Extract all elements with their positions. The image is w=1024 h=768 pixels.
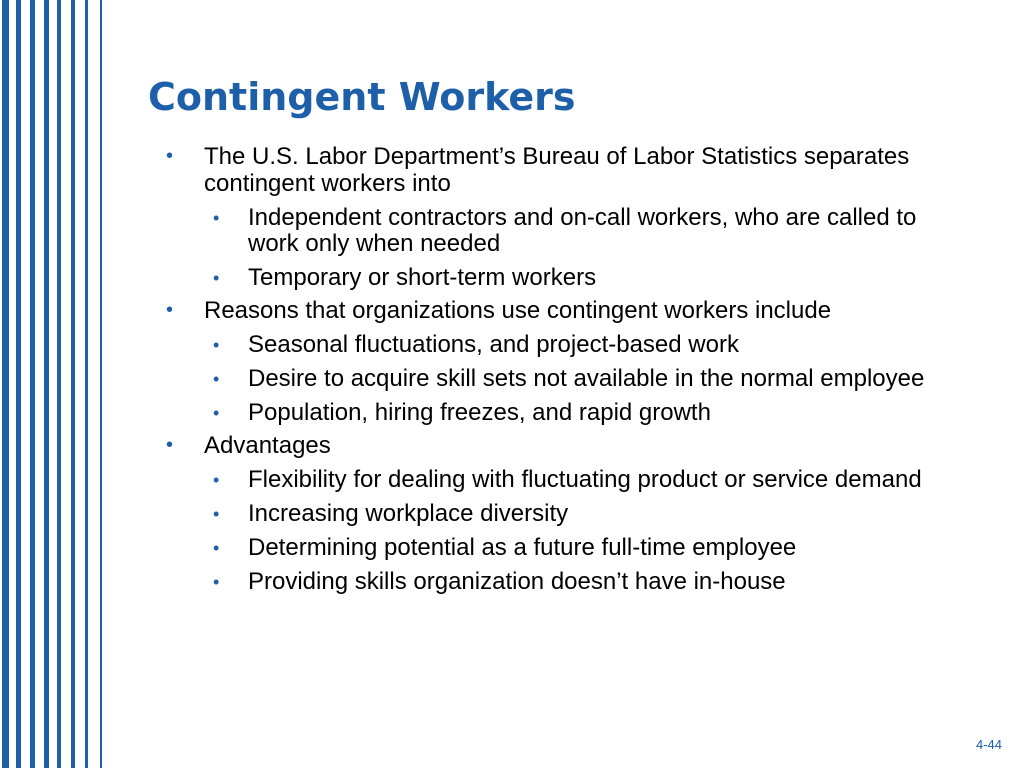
- sub-bullet-item: [166, 569, 966, 595]
- decorative-stripe: [71, 0, 75, 768]
- sub-bullet-item: [166, 265, 966, 291]
- bullet-text: Determining potential as a future full-time employee: [248, 534, 797, 561]
- bullet-item: [166, 432, 966, 459]
- bullet-text: Advantages: [204, 432, 331, 459]
- decorative-stripe: [57, 0, 61, 768]
- bullet-text: Flexibility for dealing with fluctuating product or service demand: [248, 466, 922, 493]
- bullet-icon: •: [213, 369, 220, 389]
- sub-bullet-item: [166, 535, 966, 561]
- decorative-stripe: [85, 0, 88, 768]
- bullet-text: Population, hiring freezes, and rapid growth: [248, 399, 711, 426]
- bullet-list: [166, 143, 966, 595]
- decorative-stripe: [44, 0, 49, 768]
- bullet-icon: •: [213, 572, 220, 592]
- bullet-text: Desire to acquire skill sets not available in the normal employee: [248, 365, 925, 392]
- bullet-item: [166, 143, 966, 197]
- bullet-icon: •: [213, 335, 220, 355]
- bullet-text: Independent contractors and on-call workers, who are called to work only when needed: [248, 204, 917, 257]
- bullet-icon: •: [213, 538, 220, 558]
- bullet-text: Reasons that organizations use contingent workers include: [204, 297, 832, 324]
- slide-title: Contingent Workers: [148, 75, 576, 119]
- bullet-icon: •: [213, 403, 220, 423]
- bullet-icon: •: [213, 470, 220, 490]
- bullet-text: Providing skills organization doesn’t have in-house: [248, 568, 786, 595]
- bullet-item: [166, 297, 966, 324]
- bullet-icon: •: [166, 434, 174, 456]
- page-number: 4-44: [975, 737, 1002, 752]
- bullet-text: Temporary or short-term workers: [248, 264, 597, 291]
- bullet-text: Increasing workplace diversity: [248, 500, 569, 527]
- bullet-text: Seasonal fluctuations, and project-based work: [248, 331, 739, 358]
- decorative-stripe: [16, 0, 21, 768]
- decorative-stripe: [2, 0, 9, 768]
- sub-bullet-item: [166, 400, 966, 426]
- bullet-icon: •: [166, 299, 174, 321]
- decorative-stripe: [100, 0, 102, 768]
- bullet-text: The U.S. Labor Department’s Bureau of Labor Statistics separates contingent workers into: [204, 143, 910, 197]
- sub-bullet-item: [166, 501, 966, 527]
- bullet-icon: •: [213, 268, 220, 288]
- bullet-icon: •: [213, 504, 220, 524]
- sub-bullet-item: [166, 467, 966, 493]
- sub-bullet-item: [166, 205, 966, 257]
- sub-bullet-item: [166, 366, 966, 392]
- sub-bullet-item: [166, 332, 966, 358]
- bullet-icon: •: [213, 208, 220, 228]
- bullet-icon: •: [166, 145, 174, 167]
- decorative-stripe: [30, 0, 35, 768]
